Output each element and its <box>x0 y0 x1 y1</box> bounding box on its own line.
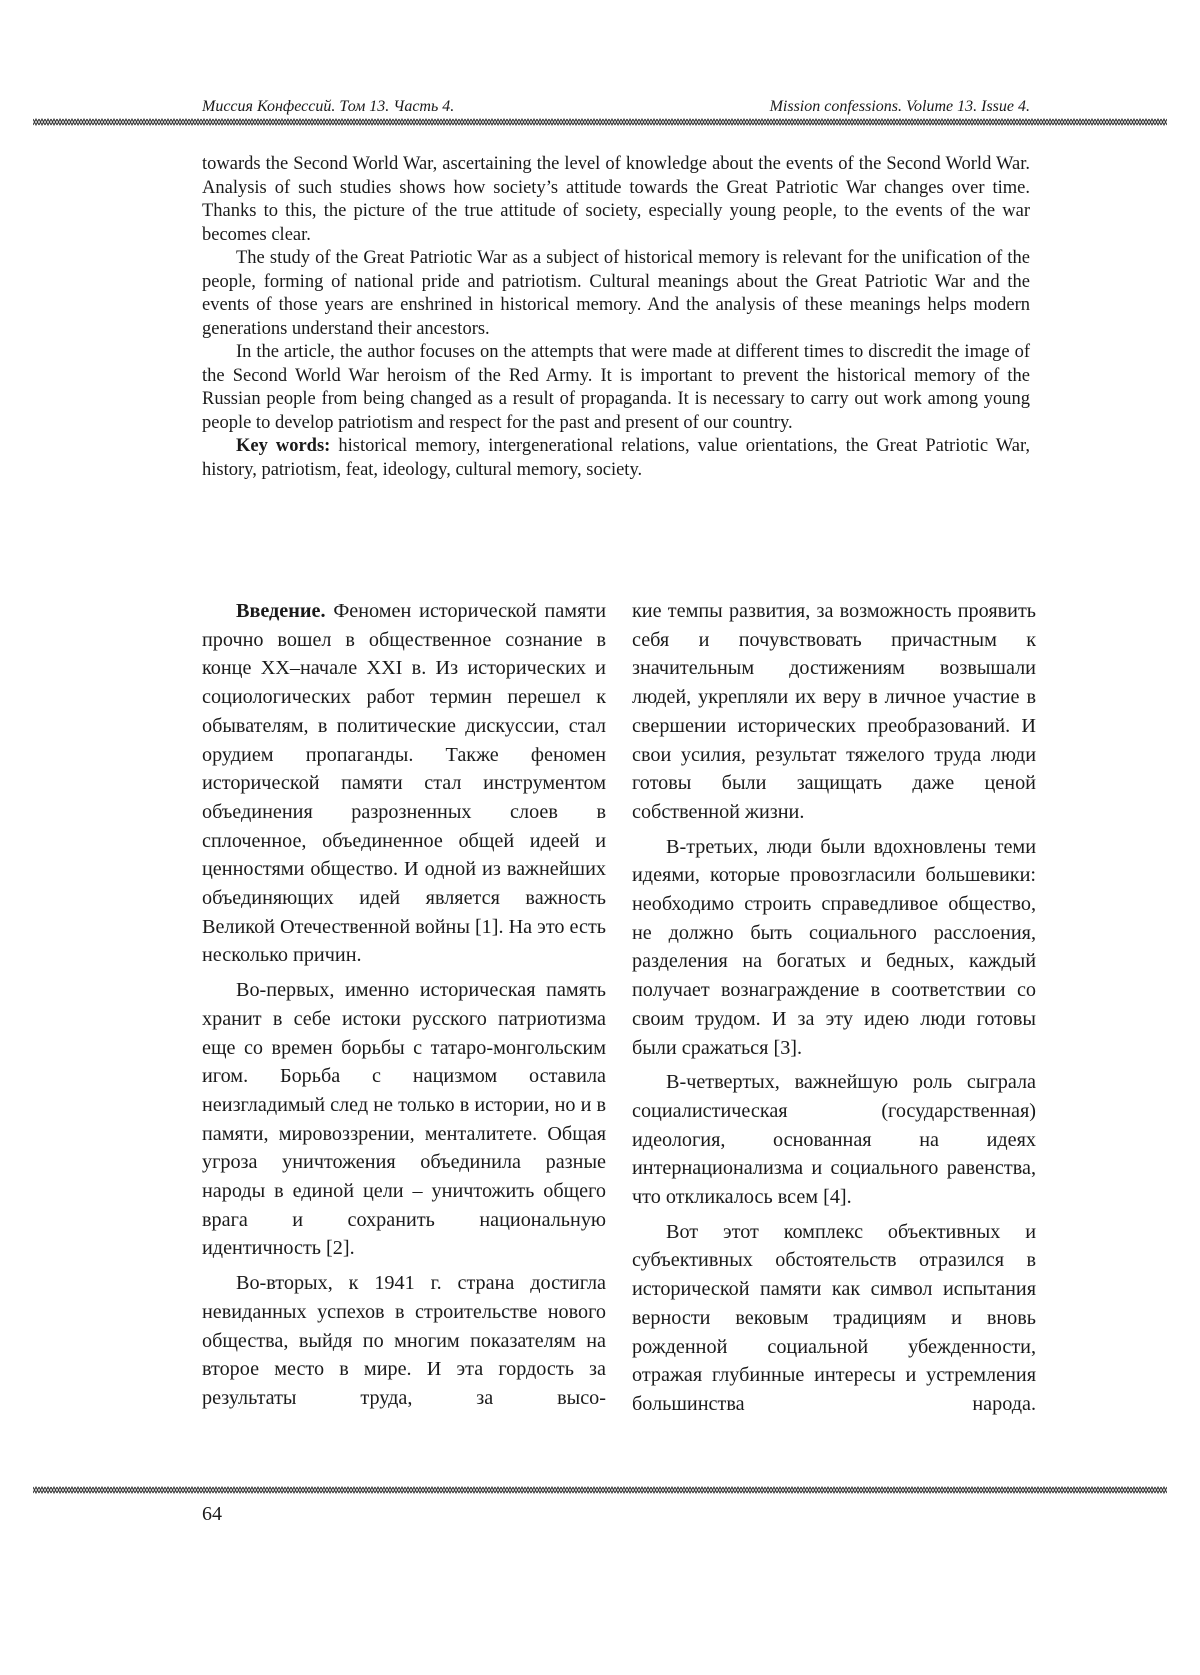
intro-label: Введение. <box>236 600 326 622</box>
keywords-text: historical memory, intergenerational relations, value orientations, the Great Patriotic War, history, patriotism, feat, ideology, cultural memory, society. <box>202 436 1030 480</box>
keywords <box>202 435 1030 482</box>
bottom-ornament-rule <box>33 1485 1167 1495</box>
abstract-paragraph: In the article, the author focuses on the attempts that were made at different times to discredit the image of the Second World War heroism of the Red Army. It is important to prevent the historical memory of the Russian people from being changed as a result of propaganda. It is necessary to carry out work among young people to develop patriotism and respect for the past and present of our country. <box>202 342 1030 433</box>
body-paragraph: Вот этот комплекс объективных и субъективных обстоятельств отразился в исторической памяти как символ испытания верности вековым традициям и вновь рожденной социальной убежденности, отражая глубинные интересы и устремления большинства народа. <box>632 1220 1036 1415</box>
body-paragraph: Во-вторых, к 1941 г. страна достигла невиданных успехов в строительстве нового общества, выйдя по многим показателям на второе место в мире. И эта гордость за результаты труда, за высо- <box>202 1272 606 1409</box>
keywords-label: Key words: <box>236 436 331 456</box>
body-column-right <box>632 597 1036 1425</box>
running-head <box>202 97 1030 117</box>
body-paragraph: кие темпы развития, за возможность проявить себя и почувствовать причастным к значительным достижениям возвышали людей, укрепляли их веру в личное участие в свершении исторических преобразований. И свои усилия, результат тяжелого труда люди готовы были защищать даже ценой собственной жизни. <box>632 600 1036 823</box>
body-paragraph: В-четвертых, важнейшую роль сыграла социалистическая (государственная) идеология, основанная на идеях интернационализма и социального равенства, что откликалось всем [4]. <box>632 1071 1036 1209</box>
abstract-paragraph: The study of the Great Patriotic War as a subject of historical memory is relevant for the unification of the people, forming of national pride and patriotism. Cultural meanings about the Great Patriotic War and the events of those years are enshrined in historical memory. And the analysis of these meanings helps modern generations understand their ancestors. <box>202 248 1030 339</box>
abstract-block <box>202 153 1030 482</box>
body-paragraph: В-третьих, люди были вдохновлены теми идеями, которые провозгласили большевики: необходимо строить справедливое общество, не должно быть социального расслоения, разделения на богатых и бедных, каждый получает вознаграждение в соответствии со своим трудом. И за эту идею люди готовы были сражаться [3]. <box>632 835 1036 1059</box>
body-paragraph <box>202 597 606 970</box>
intro-text: Феномен исторической памяти прочно вошел в общественное сознание в конце XX–начале XXI в. Из исторических и социологических работ термин перешел к обывателям, в политические дискуссии, стал орудием пропаганды. Также феномен исторической памяти стал инструментом объединения разрозненных слоев в сплоченное, объединенное общей идеей и ценностями общество. И одной из важнейших объединяющих идей является важность Великой Отечественной войны [1]. На это есть несколько причин. <box>202 600 606 967</box>
journal-title-en: Mission confessions. Volume 13. Issue 4. <box>769 98 1030 115</box>
page-number: 64 <box>202 1503 222 1525</box>
abstract-paragraph: towards the Second World War, ascertaining the level of knowledge about the events of the Second World War. Analysis of such studies shows how society’s attitude towards the Great Patriotic War changes over time. Thanks to this, the picture of the true attitude of society, especially young people, to the events of the war becomes clear. <box>202 154 1030 245</box>
journal-title-ru: Миссия Конфессий. Том 13. Часть 4. <box>202 98 455 115</box>
top-ornament-rule <box>33 117 1167 127</box>
body-column-left <box>202 597 606 1419</box>
body-paragraph: Во-первых, именно историческая память хранит в себе истоки русского патриотизма еще со времен борьбы с татаро-монгольским игом. Борьба с нацизмом оставила неизгладимый след не только в истории, но и в памяти, мировоззрении, менталитете. Общая угроза уничтожения объединила разные народы в единой цели – уничтожить общего врага и сохранить национальную идентичность [2]. <box>202 979 606 1260</box>
